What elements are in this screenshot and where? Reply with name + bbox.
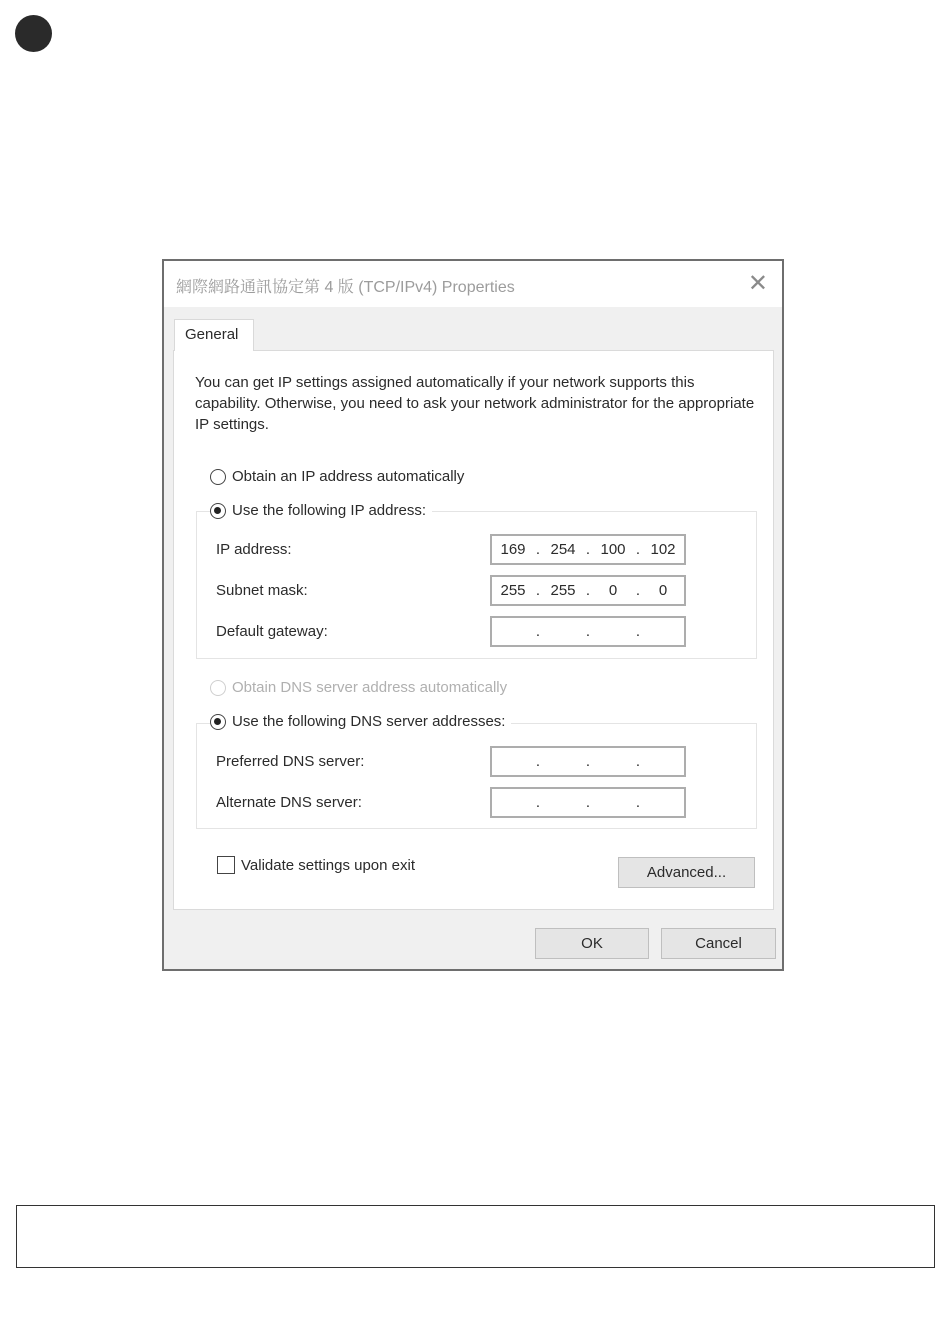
checkbox-unchecked-icon <box>217 856 235 874</box>
description-text: You can get IP settings assigned automatically if your network supports this capability. Otherwise, you need to ask your network administrator for the appropriate IP settings. <box>195 374 755 433</box>
cancel-button[interactable]: Cancel <box>661 928 776 959</box>
default-gateway-label: Default gateway: <box>216 623 328 640</box>
ip-octet-1: 169 <box>500 541 526 558</box>
preferred-dns-label: Preferred DNS server: <box>216 753 365 770</box>
use-following-ip-radio[interactable] <box>210 502 432 519</box>
use-following-ip-label: Use the following IP address: <box>232 502 426 519</box>
default-gateway-field[interactable]: . . . <box>490 616 686 647</box>
ip-octet-4: 102 <box>650 541 676 558</box>
step-marker <box>15 15 52 52</box>
title-bar <box>164 261 782 307</box>
validate-settings-label: Validate settings upon exit <box>241 856 416 874</box>
note-box <box>16 1205 935 1268</box>
radio-disabled-icon <box>210 680 226 696</box>
tcpip-properties-dialog <box>162 259 784 971</box>
radio-unchecked-icon <box>210 469 226 485</box>
ip-octet-3: 100 <box>600 541 626 558</box>
dns-server-group <box>196 723 757 829</box>
subnet-mask-field[interactable]: 255 . 255 . 0 . 0 <box>490 575 686 606</box>
ip-octet-2: 254 <box>550 541 576 558</box>
advanced-button[interactable]: Advanced... <box>618 857 755 888</box>
mask-octet-3: 0 <box>608 582 618 599</box>
ip-address-group <box>196 511 757 659</box>
use-following-dns-label: Use the following DNS server addresses: <box>232 713 506 730</box>
mask-octet-1: 255 <box>500 582 526 599</box>
general-panel <box>173 350 774 910</box>
radio-checked-icon <box>210 714 226 730</box>
obtain-ip-auto-radio[interactable] <box>210 468 464 485</box>
obtain-dns-auto-radio[interactable] <box>210 679 507 696</box>
alternate-dns-field[interactable]: . . . <box>490 787 686 818</box>
use-following-dns-radio[interactable] <box>210 713 511 730</box>
ip-address-label: IP address: <box>216 541 292 558</box>
validate-settings-checkbox[interactable] <box>217 856 415 874</box>
dialog-title: 網際網路通訊協定第 4 版 (TCP/IPv4) Properties <box>176 279 515 296</box>
radio-checked-icon <box>210 503 226 519</box>
tab-general[interactable]: General <box>174 319 254 351</box>
subnet-mask-label: Subnet mask: <box>216 582 308 599</box>
preferred-dns-field[interactable]: . . . <box>490 746 686 777</box>
mask-octet-4: 0 <box>658 582 668 599</box>
close-icon[interactable]: ✕ <box>747 270 768 297</box>
alternate-dns-label: Alternate DNS server: <box>216 794 362 811</box>
obtain-dns-auto-label: Obtain DNS server address automatically <box>232 679 508 696</box>
obtain-ip-auto-label: Obtain an IP address automatically <box>232 468 465 485</box>
ok-button[interactable]: OK <box>535 928 649 959</box>
ip-address-field[interactable]: 169 . 254 . 100 . 102 <box>490 534 686 565</box>
mask-octet-2: 255 <box>550 582 576 599</box>
